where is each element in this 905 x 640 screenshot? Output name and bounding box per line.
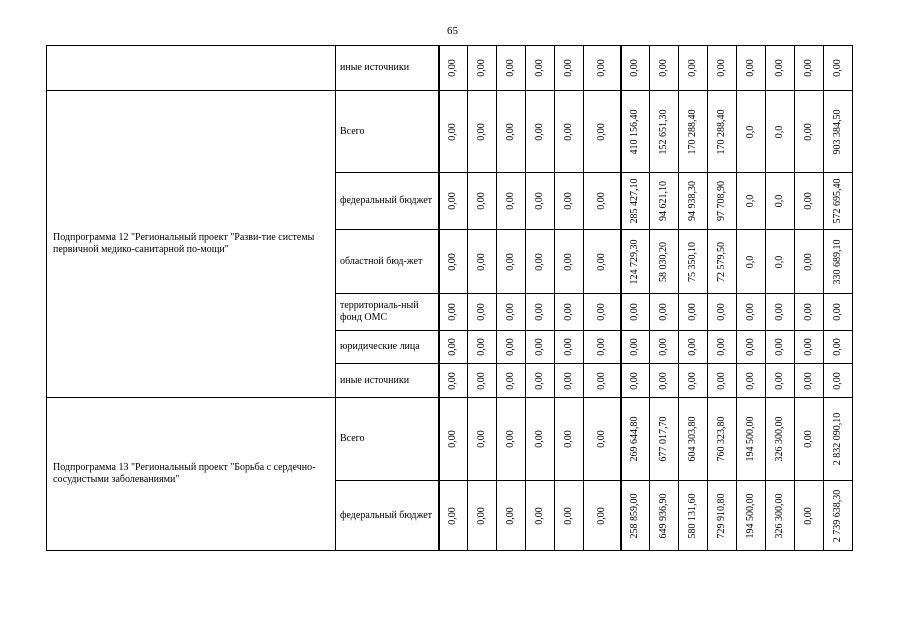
program-title: Подпрограмма 12 "Региональный проект "Разви-тие системы первичной медико-санитарной по-мощи": [47, 91, 336, 398]
value-cell: [468, 294, 497, 331]
value-cell: [555, 364, 584, 398]
value-text: 0,00: [687, 59, 698, 77]
value-text: 326 300,00: [774, 493, 785, 538]
value-cell: [795, 46, 824, 91]
value-text: 0,00: [803, 252, 814, 271]
value-text: 0,00: [832, 59, 843, 77]
source-cell: федеральный бюджет: [336, 481, 439, 551]
value-cell: [766, 481, 795, 551]
value-cell: [737, 91, 766, 173]
value-cell: [497, 91, 526, 173]
value-cell: [708, 331, 737, 364]
value-text: 0,00: [534, 371, 545, 390]
value-cell: [497, 294, 526, 331]
value-text: 677 017,70: [658, 416, 669, 462]
value-text: 269 644,80: [629, 416, 641, 462]
value-cell: [650, 173, 679, 230]
value-text: 0,00: [563, 338, 574, 356]
value-cell: [766, 46, 795, 91]
value-text: 0,00: [774, 303, 785, 321]
value-text: 0,00: [505, 252, 516, 271]
value-cell: [555, 294, 584, 331]
value-cell: [497, 46, 526, 91]
value-cell: [795, 331, 824, 364]
value-cell: [679, 398, 708, 481]
value-text: 0,00: [629, 338, 641, 356]
value-text: 0,00: [658, 371, 669, 390]
program-title: Подпрограмма 13 "Региональный проект "Борьба с сердечно-сосудистыми заболеваниями": [47, 398, 336, 551]
value-cell: [737, 230, 766, 294]
value-cell: [679, 173, 708, 230]
value-text: 0,00: [658, 338, 669, 356]
value-cell: [526, 91, 555, 173]
value-text: 97 708,90: [716, 181, 727, 221]
value-text: 0,00: [563, 192, 574, 210]
value-text: 760 323,80: [716, 416, 727, 462]
value-text: 0,00: [505, 59, 516, 77]
value-text: 0,00: [534, 430, 545, 448]
value-cell: [497, 481, 526, 551]
value-text: 0,00: [476, 122, 487, 141]
value-cell: [737, 398, 766, 481]
value-cell: [468, 230, 497, 294]
value-text: 258 859,00: [629, 493, 641, 538]
value-text: 0,00: [716, 371, 727, 390]
value-text: 0,00: [505, 506, 516, 525]
value-text: 0,00: [803, 303, 814, 321]
value-text: 0,0: [745, 255, 756, 268]
value-cell: [621, 294, 650, 331]
value-text: 0,00: [505, 430, 516, 448]
value-cell: [708, 46, 737, 91]
value-text: 0,00: [563, 252, 574, 271]
value-cell: [497, 331, 526, 364]
value-text: 0,00: [505, 371, 516, 390]
value-cell: [584, 331, 621, 364]
value-cell: [766, 398, 795, 481]
page-number: 65: [447, 25, 458, 37]
value-cell: [555, 173, 584, 230]
value-text: 729 910,80: [716, 493, 727, 538]
value-text: 0,00: [803, 338, 814, 356]
value-cell: [766, 230, 795, 294]
value-cell: [795, 173, 824, 230]
value-cell: [795, 364, 824, 398]
value-text: 604 303,80: [687, 416, 698, 462]
value-cell: [526, 173, 555, 230]
value-text: 580 131,60: [687, 493, 698, 538]
value-text: 0,00: [595, 252, 607, 271]
value-cell: [650, 91, 679, 173]
value-text: 572 695,40: [832, 178, 843, 224]
value-text: 0,00: [476, 338, 487, 356]
value-text: 0,0: [774, 194, 785, 208]
value-cell: [526, 331, 555, 364]
value-cell: [766, 91, 795, 173]
value-cell: [708, 230, 737, 294]
value-text: 2 739 638,30: [832, 489, 843, 542]
value-cell: [795, 398, 824, 481]
source-cell: юридические лица: [336, 331, 439, 364]
value-cell: [679, 364, 708, 398]
value-text: 0,00: [447, 371, 459, 390]
value-text: 0,00: [803, 430, 814, 448]
value-text: 0,00: [563, 506, 574, 525]
value-cell: [526, 46, 555, 91]
value-text: 0,00: [534, 506, 545, 525]
value-cell: [497, 364, 526, 398]
value-cell: [679, 481, 708, 551]
value-text: 0,00: [803, 506, 814, 525]
value-cell: [526, 230, 555, 294]
value-text: 0,00: [687, 338, 698, 356]
value-text: 0,00: [629, 371, 641, 390]
value-text: 0,00: [745, 338, 756, 356]
value-text: 194 500,00: [745, 416, 756, 462]
value-text: 649 936,90: [658, 493, 669, 538]
value-cell: [468, 173, 497, 230]
value-text: 0,00: [563, 59, 574, 77]
value-text: 0,00: [832, 303, 843, 321]
value-cell: [621, 364, 650, 398]
value-cell: [584, 481, 621, 551]
value-text: 0,00: [534, 122, 545, 141]
value-text: 58 030,20: [658, 241, 669, 282]
value-cell: [824, 481, 853, 551]
value-text: 0,00: [774, 338, 785, 356]
value-text: 170 288,40: [716, 109, 727, 154]
value-cell: [555, 481, 584, 551]
value-cell: [439, 481, 468, 551]
value-cell: [555, 331, 584, 364]
value-cell: [824, 364, 853, 398]
source-cell: Всего: [336, 91, 439, 173]
value-cell: [650, 230, 679, 294]
value-cell: [795, 91, 824, 173]
value-cell: [679, 230, 708, 294]
value-cell: [555, 91, 584, 173]
value-text: 0,00: [832, 338, 843, 356]
value-cell: [824, 398, 853, 481]
value-text: 0,00: [476, 192, 487, 210]
value-text: 72 579,50: [716, 241, 727, 282]
value-text: 0,00: [563, 122, 574, 141]
value-text: 0,00: [803, 371, 814, 390]
table-row: [47, 46, 853, 91]
value-text: 0,00: [658, 303, 669, 321]
value-cell: [468, 364, 497, 398]
value-cell: [439, 230, 468, 294]
value-text: 0,00: [595, 303, 607, 321]
value-text: 0,00: [745, 59, 756, 77]
value-text: 0,00: [505, 338, 516, 356]
value-text: 152 651,30: [658, 109, 669, 154]
value-text: 0,00: [447, 192, 459, 210]
value-text: 0,00: [803, 122, 814, 141]
value-cell: [584, 398, 621, 481]
value-cell: [795, 230, 824, 294]
value-cell: [526, 398, 555, 481]
value-text: 0,00: [563, 303, 574, 321]
value-text: 0,00: [534, 252, 545, 271]
value-cell: [468, 398, 497, 481]
value-cell: [650, 331, 679, 364]
value-cell: [824, 331, 853, 364]
value-cell: [679, 331, 708, 364]
value-cell: [766, 294, 795, 331]
value-text: 0,00: [595, 430, 607, 448]
value-cell: [795, 294, 824, 331]
value-text: 0,00: [476, 59, 487, 77]
value-text: 0,00: [476, 371, 487, 390]
value-cell: [439, 398, 468, 481]
budget-table: [46, 45, 853, 551]
value-text: 0,00: [447, 430, 459, 448]
value-text: 0,00: [687, 303, 698, 321]
value-cell: [737, 364, 766, 398]
value-text: 0,00: [534, 303, 545, 321]
value-cell: [708, 364, 737, 398]
value-text: 0,00: [476, 430, 487, 448]
value-cell: [737, 46, 766, 91]
value-cell: [708, 481, 737, 551]
value-cell: [439, 173, 468, 230]
value-cell: [468, 46, 497, 91]
table-row: [47, 398, 853, 481]
value-cell: [497, 398, 526, 481]
value-text: 0,00: [832, 371, 843, 390]
value-cell: [795, 481, 824, 551]
source-cell: иные источники: [336, 364, 439, 398]
value-cell: [468, 331, 497, 364]
value-cell: [584, 173, 621, 230]
value-cell: [621, 398, 650, 481]
value-text: 0,00: [716, 303, 727, 321]
value-text: 0,00: [476, 506, 487, 525]
value-cell: [737, 481, 766, 551]
value-text: 0,0: [745, 194, 756, 208]
value-cell: [621, 481, 650, 551]
value-text: 0,00: [534, 192, 545, 210]
value-text: 0,00: [447, 59, 459, 77]
value-cell: [621, 91, 650, 173]
value-cell: [650, 481, 679, 551]
source-cell: областной бюд-жет: [336, 230, 439, 294]
value-cell: [708, 294, 737, 331]
value-text: 0,00: [745, 371, 756, 390]
value-cell: [679, 294, 708, 331]
source-cell: иные источники: [336, 46, 439, 91]
value-text: 326 300,00: [774, 416, 785, 462]
value-text: 0,00: [447, 338, 459, 356]
value-cell: [766, 364, 795, 398]
value-text: 0,0: [745, 125, 756, 138]
value-text: 2 832 090,10: [832, 412, 843, 466]
value-text: 0,00: [447, 506, 459, 525]
value-cell: [708, 91, 737, 173]
value-cell: [621, 331, 650, 364]
value-text: 0,00: [505, 192, 516, 210]
table-row: [47, 91, 853, 173]
value-text: 0,00: [774, 371, 785, 390]
value-cell: [584, 91, 621, 173]
value-text: 170 288,40: [687, 109, 698, 154]
value-cell: [679, 46, 708, 91]
value-text: 0,00: [505, 122, 516, 141]
value-text: 94 938,30: [687, 181, 698, 221]
value-text: 0,00: [716, 338, 727, 356]
value-cell: [824, 294, 853, 331]
value-cell: [737, 331, 766, 364]
value-cell: [497, 173, 526, 230]
value-cell: [650, 398, 679, 481]
value-text: 75 350,10: [687, 241, 698, 282]
value-text: 0,00: [447, 303, 459, 321]
source-cell: Всего: [336, 398, 439, 481]
value-cell: [526, 481, 555, 551]
source-cell: федеральный бюджет: [336, 173, 439, 230]
value-cell: [526, 294, 555, 331]
value-text: 285 427,10: [629, 178, 641, 224]
value-text: 330 689,10: [832, 239, 843, 284]
value-text: 0,00: [476, 252, 487, 271]
value-cell: [737, 173, 766, 230]
value-text: 0,00: [716, 59, 727, 77]
value-cell: [766, 173, 795, 230]
value-cell: [439, 364, 468, 398]
value-text: 0,00: [595, 506, 607, 525]
value-cell: [824, 173, 853, 230]
value-cell: [708, 173, 737, 230]
value-text: 0,00: [629, 303, 641, 321]
value-text: 0,00: [658, 59, 669, 77]
value-text: 194 500,00: [745, 493, 756, 538]
value-cell: [621, 173, 650, 230]
value-text: 903 384,50: [832, 109, 843, 154]
value-cell: [439, 294, 468, 331]
value-cell: [824, 230, 853, 294]
value-text: 0,00: [687, 371, 698, 390]
value-cell: [439, 331, 468, 364]
value-cell: [650, 364, 679, 398]
value-text: 410 156,40: [629, 109, 641, 154]
value-text: 0,00: [595, 371, 607, 390]
value-text: 0,00: [803, 59, 814, 77]
value-text: 0,00: [595, 122, 607, 141]
value-text: 0,00: [803, 192, 814, 210]
value-cell: [650, 46, 679, 91]
value-text: 0,0: [774, 255, 785, 268]
value-text: 0,00: [447, 122, 459, 141]
value-cell: [468, 481, 497, 551]
value-cell: [679, 91, 708, 173]
value-cell: [584, 46, 621, 91]
value-text: 0,00: [629, 59, 641, 77]
source-cell: территориаль-ный фонд ОМС: [336, 294, 439, 331]
value-cell: [526, 364, 555, 398]
program-cell: [47, 46, 336, 91]
value-text: 0,00: [595, 192, 607, 210]
value-text: 94 621,10: [658, 181, 669, 221]
value-text: 0,0: [774, 125, 785, 138]
value-text: 0,00: [595, 59, 607, 77]
value-cell: [555, 230, 584, 294]
value-text: 0,00: [534, 338, 545, 356]
value-cell: [584, 294, 621, 331]
value-text: 0,00: [774, 59, 785, 77]
value-cell: [584, 364, 621, 398]
value-cell: [439, 91, 468, 173]
value-cell: [621, 46, 650, 91]
value-cell: [737, 294, 766, 331]
value-cell: [555, 398, 584, 481]
value-cell: [439, 46, 468, 91]
value-cell: [824, 46, 853, 91]
value-cell: [621, 230, 650, 294]
value-text: 0,00: [563, 430, 574, 448]
value-cell: [468, 91, 497, 173]
value-cell: [584, 230, 621, 294]
value-cell: [497, 230, 526, 294]
value-text: 0,00: [745, 303, 756, 321]
value-text: 124 729,30: [629, 239, 641, 284]
value-cell: [708, 398, 737, 481]
value-text: 0,00: [534, 59, 545, 77]
value-text: 0,00: [476, 303, 487, 321]
value-text: 0,00: [447, 252, 459, 271]
value-cell: [555, 46, 584, 91]
value-cell: [650, 294, 679, 331]
value-text: 0,00: [505, 303, 516, 321]
value-text: 0,00: [595, 338, 607, 356]
value-text: 0,00: [563, 371, 574, 390]
value-cell: [766, 331, 795, 364]
value-cell: [824, 91, 853, 173]
